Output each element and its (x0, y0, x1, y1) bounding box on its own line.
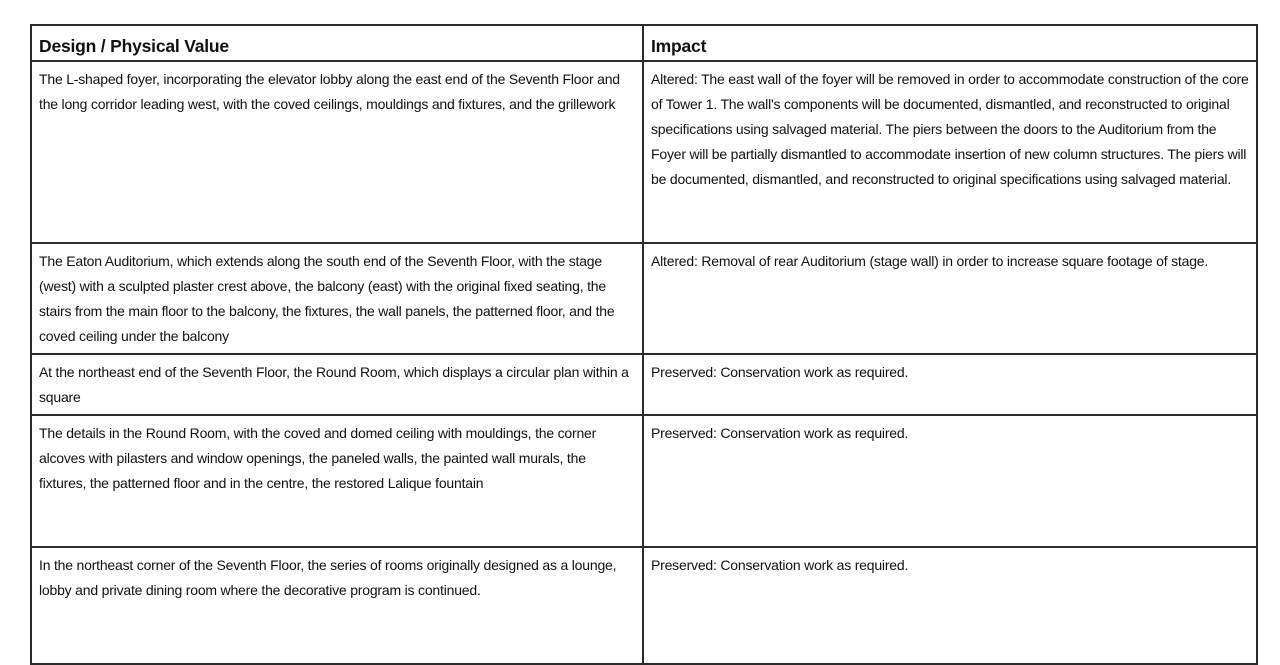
table-row (31, 243, 1257, 354)
column-header-impact: Impact (643, 25, 1257, 61)
impact-cell: Altered: Removal of rear Auditorium (stage wall) in order to increase square footage of stage. (643, 243, 1257, 354)
design-value-cell: The L-shaped foyer, incorporating the elevator lobby along the east end of the Seventh Floor and the long corridor leading west, with the coved ceilings, mouldings and fixtures, and the grillework (31, 61, 643, 243)
impact-cell: Preserved: Conservation work as required. (643, 415, 1257, 547)
impact-cell: Preserved: Conservation work as required. (643, 354, 1257, 415)
impact-cell: Altered: The east wall of the foyer will be removed in order to accommodate construction of the core of Tower 1. The wall's components will be documented, dismantled, and reconstructed to original specifications using salvaged material. The piers between the doors to the Auditorium from the Foyer will be partially dismantled to accommodate insertion of new column structures. The piers will be documented, dismantled, and reconstructed to original specifications using salvaged material. (643, 61, 1257, 243)
impact-cell: Preserved: Conservation work as required. (643, 547, 1257, 664)
table-row (31, 61, 1257, 243)
table-row (31, 547, 1257, 664)
table-row (31, 415, 1257, 547)
heritage-table-container (30, 24, 1256, 665)
design-value-cell: The Eaton Auditorium, which extends along the south end of the Seventh Floor, with the stage (west) with a sculpted plaster crest above, the balcony (east) with the original fixed seating, the stairs from the main floor to the balcony, the fixtures, the wall panels, the patterned floor, and the coved ceiling under the balcony (31, 243, 643, 354)
table-header-row (31, 25, 1257, 61)
column-header-design-value: Design / Physical Value (31, 25, 643, 61)
heritage-attributes-table (30, 24, 1258, 665)
table-row (31, 354, 1257, 415)
design-value-cell: In the northeast corner of the Seventh Floor, the series of rooms originally designed as a lounge, lobby and private dining room where the decorative program is continued. (31, 547, 643, 664)
design-value-cell: The details in the Round Room, with the coved and domed ceiling with mouldings, the corner alcoves with pilasters and window openings, the paneled walls, the painted wall murals, the fixtures, the patterned floor and in the centre, the restored Lalique fountain (31, 415, 643, 547)
design-value-cell: At the northeast end of the Seventh Floor, the Round Room, which displays a circular plan within a square (31, 354, 643, 415)
